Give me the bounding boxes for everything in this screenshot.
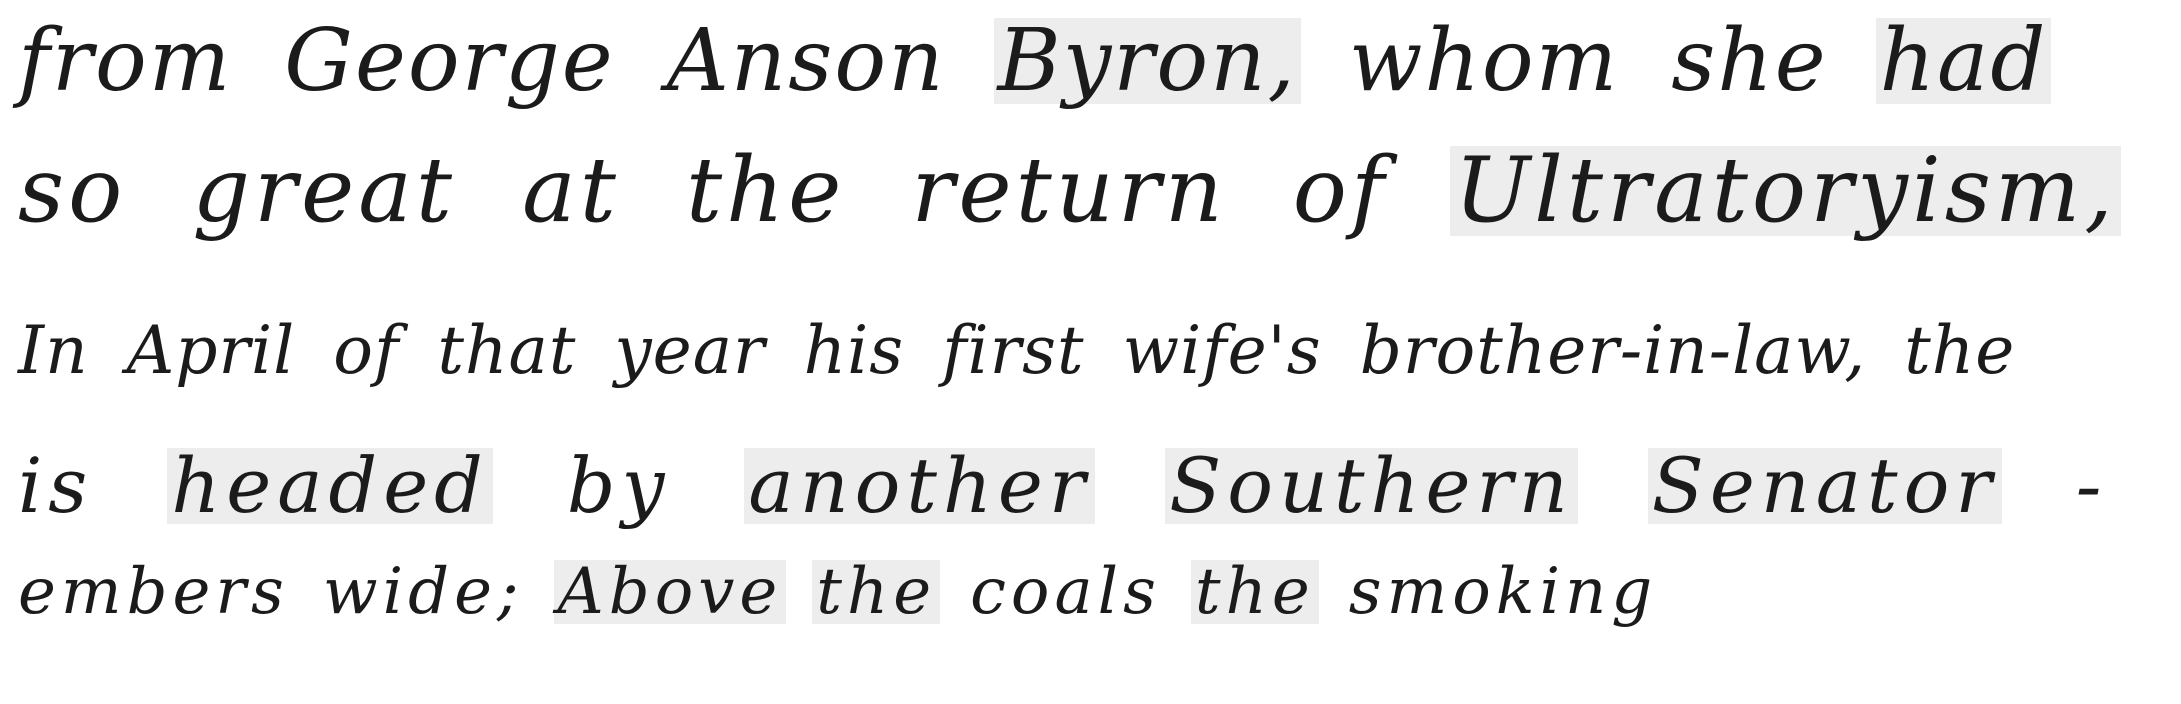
word: had bbox=[1876, 18, 2052, 104]
word: embers bbox=[18, 555, 289, 629]
text-line-3 bbox=[14, 312, 2049, 389]
word: brother-in-law, bbox=[1359, 312, 1867, 389]
word: of bbox=[1292, 138, 1389, 243]
word: Byron, bbox=[994, 18, 1301, 104]
word: she bbox=[1671, 11, 1828, 111]
word: wide; bbox=[322, 555, 524, 629]
word: so bbox=[18, 138, 127, 243]
text-line-5 bbox=[14, 555, 1687, 629]
word: year bbox=[614, 312, 766, 389]
word: the bbox=[685, 138, 846, 243]
word: at bbox=[522, 138, 620, 243]
word: - bbox=[2075, 441, 2108, 530]
word: his bbox=[803, 312, 905, 389]
word: of bbox=[333, 312, 400, 389]
word: Senator bbox=[1648, 448, 2002, 524]
word: headed bbox=[167, 448, 493, 524]
word: Southern bbox=[1165, 448, 1578, 524]
word: Above bbox=[554, 560, 787, 624]
word: great bbox=[192, 138, 457, 243]
word: the bbox=[812, 560, 940, 624]
text-line-2 bbox=[14, 138, 2179, 243]
text-line-4 bbox=[14, 441, 2181, 530]
word: the bbox=[1904, 312, 2016, 389]
word: another bbox=[744, 448, 1095, 524]
word: Anson bbox=[666, 11, 946, 111]
word: April bbox=[126, 312, 296, 389]
text-line-1 bbox=[14, 11, 2095, 111]
word: first bbox=[942, 312, 1085, 389]
word: the bbox=[1191, 560, 1319, 624]
word: is bbox=[18, 441, 94, 530]
word: In bbox=[18, 312, 89, 389]
word: return bbox=[911, 138, 1227, 243]
word: coals bbox=[970, 555, 1161, 629]
word: from bbox=[18, 11, 233, 111]
word: wife's bbox=[1122, 312, 1322, 389]
word: by bbox=[566, 441, 671, 530]
word: Ultratoryism, bbox=[1450, 146, 2121, 236]
word: smoking bbox=[1348, 555, 1658, 629]
word: whom bbox=[1348, 11, 1620, 111]
word: that bbox=[437, 312, 577, 389]
word: George bbox=[284, 11, 615, 111]
